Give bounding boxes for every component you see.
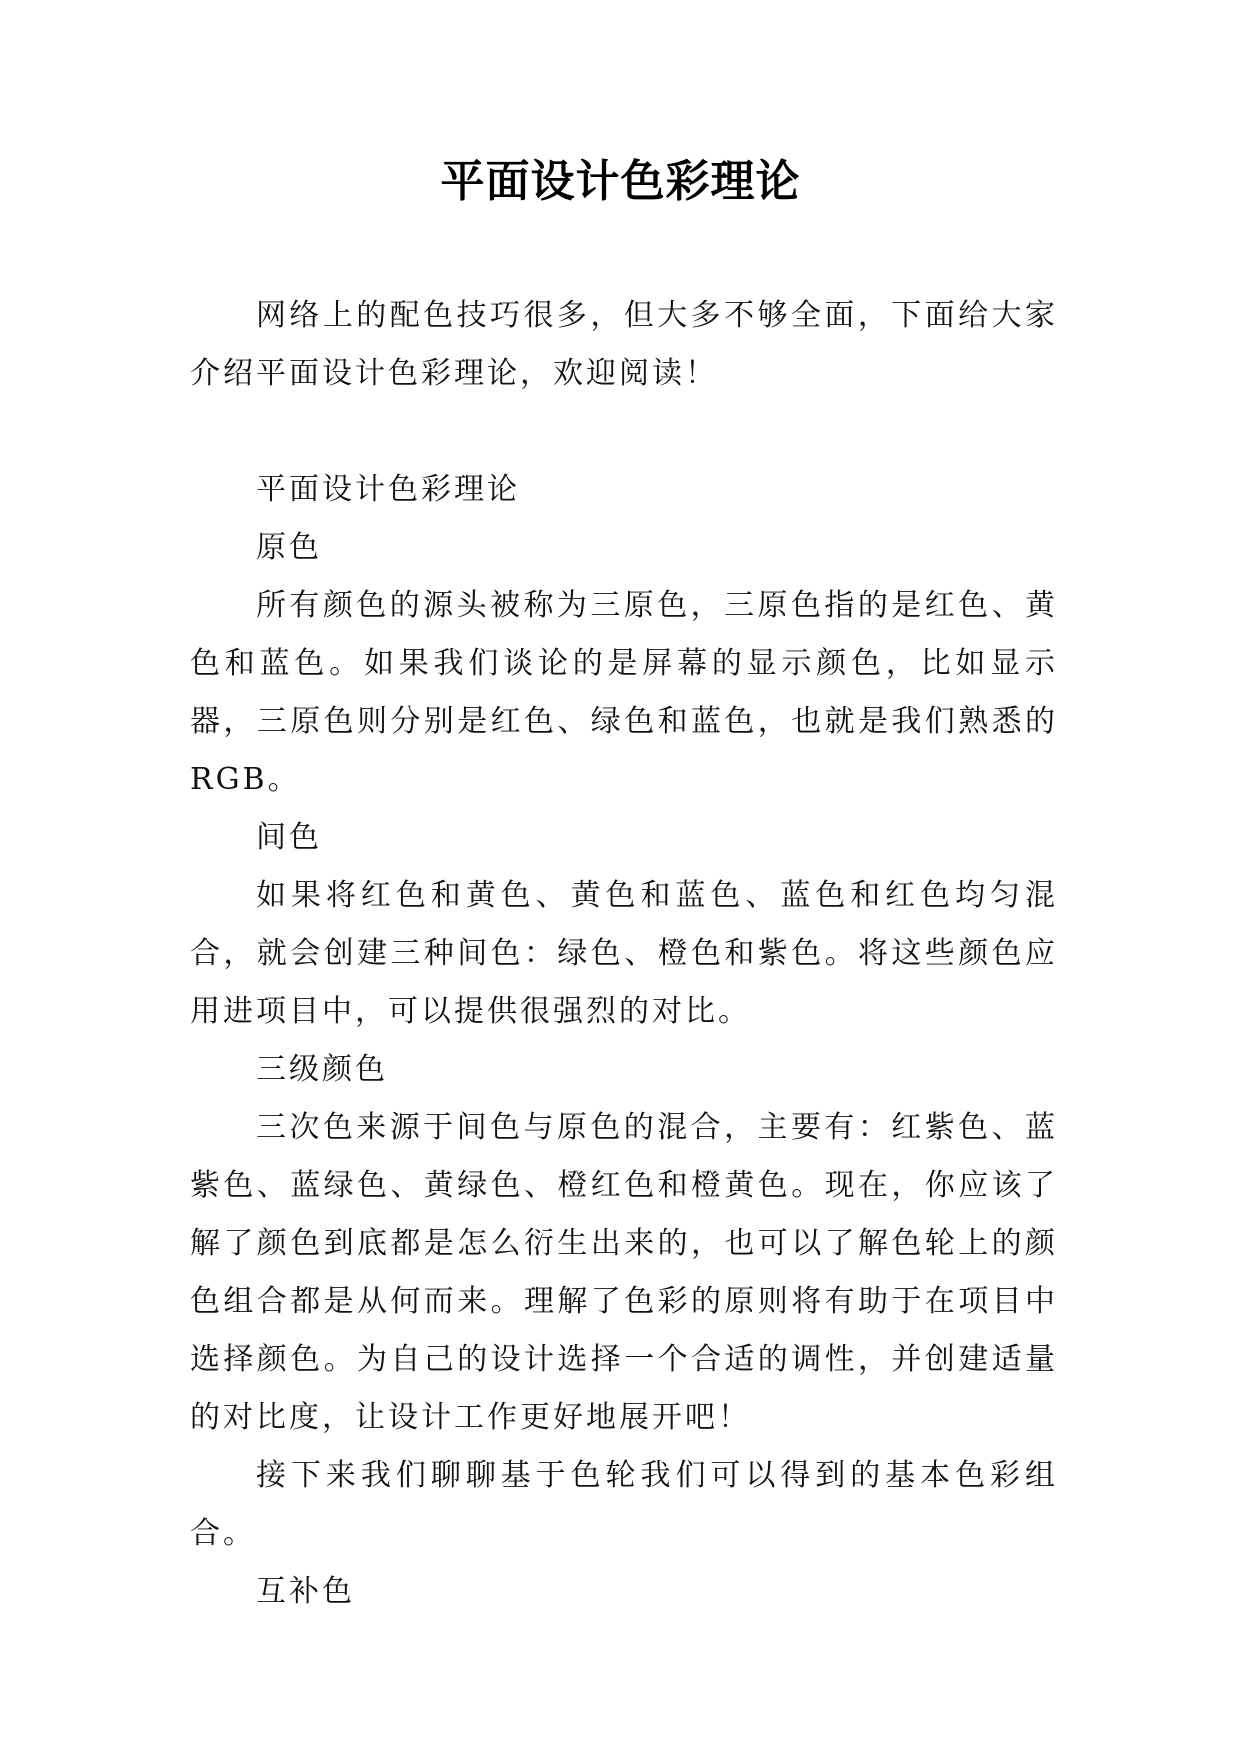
paragraph-color-combinations: 接下来我们聊聊基于色轮我们可以得到的基本色彩组合。 [190, 1458, 1058, 1551]
subheading-tertiary-colors: 三级颜色 [256, 1052, 388, 1087]
document-title: 平面设计色彩理论 [440, 156, 801, 207]
paragraph-primary-colors: 所有颜色的源头被称为三原色，三原色指的是红色、黄色和蓝色。如果我们谈论的是屏幕的显示颜色，比如显示器，三原色则分别是红色、绿色和蓝色，也就是我们熟悉的RGB。 [190, 588, 1058, 797]
section-heading: 平面设计色彩理论 [256, 472, 520, 507]
document-body [190, 287, 1058, 1621]
intro-paragraph: 网络上的配色技巧很多，但大多不够全面，下面给大家介绍平面设计色彩理论，欢迎阅读！ [190, 298, 1058, 391]
paragraph-tertiary-colors: 三次色来源于间色与原色的混合，主要有：红紫色、蓝紫色、蓝绿色、黄绿色、橙红色和橙黄色。现在，你应该了解了颜色到底都是怎么衍生出来的，也可以了解色轮上的颜色组合都是从何而来。理解了色彩的原则将有助于在项目中选择颜色。为自己的设计选择一个合适的调性，并创建适量的对比度，让设计工作更好地展开吧！ [190, 1110, 1058, 1435]
subheading-complementary: 互补色 [256, 1574, 355, 1609]
subheading-primary-colors: 原色 [256, 530, 322, 565]
subheading-secondary-colors: 间色 [256, 820, 322, 855]
paragraph-secondary-colors: 如果将红色和黄色、黄色和蓝色、蓝色和红色均匀混合，就会创建三种间色：绿色、橙色和紫色。将这些颜色应用进项目中，可以提供很强烈的对比。 [190, 878, 1058, 1029]
